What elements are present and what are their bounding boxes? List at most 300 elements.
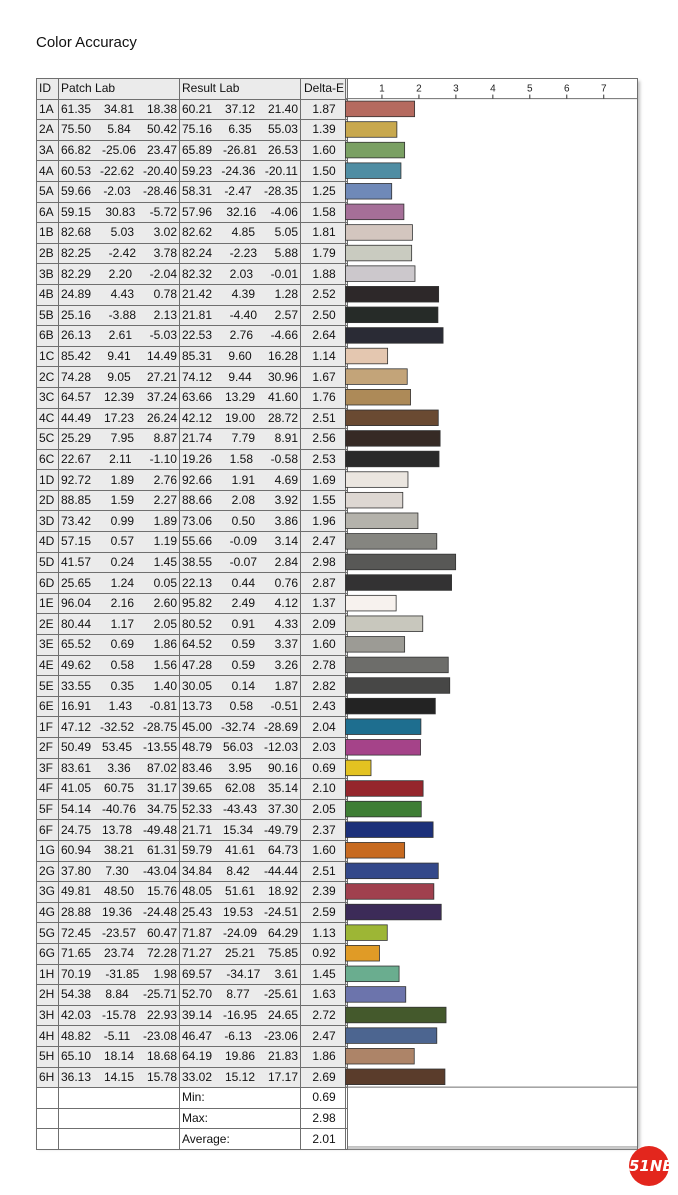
patch-id: 5D [37, 552, 59, 573]
patch-lab-b: 14.49 [146, 349, 177, 364]
color-accuracy-chart [36, 78, 638, 1146]
patch-id: 4C [37, 408, 59, 429]
patch-lab-b: -23.08 [142, 1028, 177, 1043]
patch-lab [59, 326, 180, 347]
patch-lab-a: 9.05 [107, 369, 131, 384]
patch-lab [59, 820, 180, 841]
patch-lab-L: 16.91 [61, 699, 92, 714]
result-lab [180, 593, 301, 614]
patch-lab-b: 1.19 [153, 534, 177, 549]
patch-lab-b: 61.31 [146, 843, 177, 858]
patch-lab-L: 42.03 [61, 1008, 92, 1023]
delta-e-value: 1.69 [301, 470, 348, 491]
patch-lab [59, 573, 180, 594]
delta-e-value: 2.04 [301, 717, 348, 738]
result-lab-b: 3.61 [274, 966, 298, 981]
patch-id: 1A [37, 99, 59, 120]
patch-id: 2D [37, 490, 59, 511]
header-id: ID [37, 79, 59, 100]
result-lab-a: -4.40 [229, 307, 258, 322]
table-row [37, 1005, 348, 1026]
delta-e-bar [346, 760, 372, 776]
delta-e-bar [346, 863, 439, 879]
patch-lab-b: -0.81 [149, 699, 177, 714]
patch-lab-a: 5.84 [107, 122, 131, 137]
patch-lab-a: 34.81 [103, 101, 135, 116]
table-row [37, 429, 348, 450]
patch-lab-b: 72.28 [146, 946, 177, 961]
delta-e-bar [346, 781, 424, 797]
patch-lab-L: 28.88 [61, 905, 92, 920]
patch-lab [59, 943, 180, 964]
table-row [37, 820, 348, 841]
table-row [37, 676, 348, 697]
patch-lab-b: -28.75 [142, 719, 177, 734]
delta-e-value: 2.59 [301, 902, 348, 923]
delta-e-bar [346, 431, 441, 447]
result-lab-b: 18.92 [267, 884, 298, 899]
patch-lab-L: 44.49 [61, 410, 92, 425]
result-lab-L: 92.66 [182, 472, 213, 487]
patch-lab-b: 1.56 [153, 657, 177, 672]
patch-id: 6G [37, 943, 59, 964]
result-lab-L: 21.81 [182, 307, 213, 322]
result-lab-b: 16.28 [267, 349, 298, 364]
result-lab [180, 840, 301, 861]
result-lab [180, 696, 301, 717]
axis-tick-label: 7 [600, 83, 607, 95]
patch-lab [59, 964, 180, 985]
result-lab-b: 2.57 [274, 307, 298, 322]
result-lab-L: 65.89 [182, 143, 213, 158]
result-lab-L: 48.05 [182, 884, 213, 899]
result-lab-b: 3.37 [274, 637, 298, 652]
patch-lab-a: 19.36 [101, 905, 133, 920]
summary-label: Min: [180, 1088, 301, 1109]
axis-tick-label: 1 [379, 83, 385, 95]
patch-lab-L: 25.65 [61, 575, 92, 590]
delta-e-value: 2.39 [301, 882, 348, 903]
result-lab-L: 57.96 [182, 204, 213, 219]
patch-id: 6B [37, 326, 59, 347]
patch-lab [59, 470, 180, 491]
patch-lab-a: 17.23 [103, 410, 135, 425]
patch-lab-L: 37.80 [61, 863, 92, 878]
delta-e-bar [346, 554, 456, 570]
patch-lab-L: 66.82 [61, 143, 92, 158]
table-row [37, 326, 348, 347]
patch-lab-b: 31.17 [146, 781, 177, 796]
delta-e-value: 2.03 [301, 738, 348, 759]
result-lab-L: 34.84 [182, 863, 213, 878]
delta-e-value: 2.51 [301, 408, 348, 429]
patch-lab-a: 4.43 [110, 287, 135, 302]
patch-id: 4B [37, 284, 59, 305]
header-result-lab: Result Lab [180, 79, 301, 100]
result-lab-b: 1.28 [274, 287, 298, 302]
table-row [37, 1067, 348, 1088]
result-lab-b: -49.79 [263, 822, 298, 837]
table-row [37, 861, 348, 882]
patch-lab-b: 23.47 [146, 143, 177, 158]
result-lab [180, 552, 301, 573]
result-lab-b: 75.85 [267, 946, 298, 961]
patch-id: 6C [37, 449, 59, 470]
patch-lab [59, 779, 180, 800]
patch-lab-b: -13.55 [142, 740, 177, 755]
patch-lab-b: 2.27 [153, 493, 177, 508]
result-lab-a: 0.59 [231, 637, 256, 652]
result-lab-b: -25.61 [263, 987, 298, 1002]
header-delta-e: Delta-E [301, 79, 348, 100]
summary-blank [37, 1108, 59, 1129]
patch-lab-b: 87.02 [146, 760, 177, 775]
patch-lab-L: 82.25 [61, 246, 92, 261]
result-lab-b: 35.14 [267, 781, 298, 796]
patch-id: 1C [37, 346, 59, 367]
delta-e-bar [346, 348, 388, 364]
result-lab-L: 42.12 [182, 410, 213, 425]
result-lab [180, 367, 301, 388]
result-lab-L: 64.19 [182, 1049, 213, 1064]
patch-lab-L: 41.05 [61, 781, 92, 796]
result-lab-b: 4.69 [274, 472, 298, 487]
patch-lab-b: 0.05 [153, 575, 177, 590]
patch-lab-L: 49.62 [61, 657, 92, 672]
result-lab [180, 655, 301, 676]
table-row [37, 635, 348, 656]
patch-lab-b: 0.78 [153, 287, 177, 302]
patch-id: 4A [37, 161, 59, 182]
patch-lab-a: 0.35 [110, 678, 135, 693]
result-lab-L: 63.66 [182, 390, 213, 405]
patch-id: 1H [37, 964, 59, 985]
delta-e-bar [346, 575, 452, 591]
result-lab-a: 51.61 [224, 884, 256, 899]
patch-lab-b: 34.75 [146, 802, 177, 817]
delta-e-value: 1.14 [301, 346, 348, 367]
result-lab [180, 861, 301, 882]
table-row [37, 470, 348, 491]
patch-id: 1D [37, 470, 59, 491]
result-lab-b: 8.91 [274, 431, 298, 446]
result-lab-a: 9.60 [228, 349, 252, 364]
table-row [37, 593, 348, 614]
result-lab-a: -32.74 [220, 719, 256, 734]
patch-lab-a: 38.21 [103, 843, 135, 858]
result-lab-a: 2.08 [231, 493, 256, 508]
result-lab-a: 25.21 [224, 946, 256, 961]
patch-lab [59, 490, 180, 511]
patch-lab-a: -25.06 [101, 143, 137, 158]
patch-id: 2E [37, 614, 59, 635]
patch-id: 1B [37, 223, 59, 244]
result-lab-a: 2.03 [229, 266, 254, 281]
result-lab-a: 0.58 [229, 699, 254, 714]
delta-e-value: 1.87 [301, 99, 348, 120]
delta-e-value: 1.50 [301, 161, 348, 182]
patch-lab [59, 1067, 180, 1088]
delta-e-value: 2.82 [301, 676, 348, 697]
result-lab-b: 5.88 [274, 246, 298, 261]
result-lab-L: 22.53 [182, 328, 213, 343]
patch-lab-L: 57.15 [61, 534, 92, 549]
delta-e-bar-chart [345, 78, 638, 1150]
patch-lab-L: 24.89 [61, 287, 92, 302]
result-lab-L: 59.79 [182, 843, 213, 858]
delta-e-bar [346, 245, 412, 261]
patch-lab-b: -25.71 [142, 987, 177, 1002]
result-lab-a: -43.43 [222, 802, 258, 817]
patch-lab-a: 53.45 [101, 740, 133, 755]
table-row [37, 655, 348, 676]
result-lab-L: 88.66 [182, 493, 213, 508]
patch-lab-b: 2.76 [153, 472, 177, 487]
patch-lab-b: 27.21 [146, 369, 177, 384]
result-lab-a: 19.53 [222, 905, 254, 920]
delta-e-bar [346, 801, 422, 817]
result-lab-a: 8.77 [226, 987, 250, 1002]
result-lab-L: 60.21 [182, 101, 213, 116]
patch-lab-L: 54.14 [61, 802, 92, 817]
delta-e-bar [346, 987, 406, 1003]
result-lab-b: 3.86 [274, 513, 298, 528]
patch-lab-a: -22.62 [99, 163, 135, 178]
patch-lab-L: 65.52 [61, 637, 92, 652]
patch-lab-a: 5.03 [110, 225, 135, 240]
brand-logo: 51NB [629, 1146, 669, 1186]
result-lab-L: 75.16 [182, 122, 213, 137]
summary-value: 0.69 [301, 1088, 348, 1109]
patch-lab [59, 511, 180, 532]
result-lab-a: 1.91 [231, 472, 256, 487]
patch-lab-a: 0.69 [110, 637, 135, 652]
result-lab-a: -2.47 [224, 184, 252, 199]
patch-lab [59, 861, 180, 882]
patch-lab-L: 48.82 [61, 1028, 92, 1043]
delta-e-value: 2.56 [301, 429, 348, 450]
patch-lab [59, 120, 180, 141]
patch-lab-a: 12.39 [103, 390, 135, 405]
delta-e-bar [346, 740, 421, 756]
result-lab-L: 59.23 [182, 163, 213, 178]
result-lab-a: 62.08 [224, 781, 256, 796]
patch-lab-a: 1.24 [110, 575, 135, 590]
delta-e-bar [346, 492, 403, 508]
patch-lab-b: 2.05 [153, 616, 177, 631]
summary-blank [59, 1088, 180, 1109]
delta-e-bar [346, 616, 423, 632]
patch-lab-L: 24.75 [61, 822, 92, 837]
result-lab-b: 37.30 [267, 802, 298, 817]
patch-id: 3F [37, 758, 59, 779]
result-lab [180, 573, 301, 594]
patch-lab-L: 88.85 [61, 493, 92, 508]
result-lab-b: 2.84 [274, 554, 298, 569]
table-row [37, 387, 348, 408]
patch-lab-a: 48.50 [103, 884, 135, 899]
delta-e-bar [346, 225, 413, 241]
patch-id: 5F [37, 799, 59, 820]
patch-lab-a: 2.16 [110, 596, 135, 611]
result-lab-L: 21.42 [182, 287, 213, 302]
patch-lab-L: 50.49 [61, 740, 92, 755]
patch-lab-b: 26.24 [146, 410, 177, 425]
patch-id: 4D [37, 532, 59, 553]
patch-lab [59, 902, 180, 923]
delta-e-bar [346, 472, 408, 488]
delta-e-value: 2.09 [301, 614, 348, 635]
result-lab [180, 408, 301, 429]
patch-lab-b: 37.24 [146, 390, 177, 405]
result-lab-a: 6.35 [228, 122, 252, 137]
patch-lab [59, 99, 180, 120]
table-row [37, 532, 348, 553]
result-lab [180, 717, 301, 738]
table-row [37, 408, 348, 429]
result-lab [180, 985, 301, 1006]
patch-lab-a: -15.78 [101, 1008, 137, 1023]
result-lab-b: 1.87 [274, 678, 298, 693]
result-lab-a: 0.44 [231, 575, 256, 590]
delta-e-bar [346, 698, 436, 714]
delta-e-value: 1.45 [301, 964, 348, 985]
delta-e-value: 2.53 [301, 449, 348, 470]
table-row [37, 779, 348, 800]
patch-lab-b: 3.02 [153, 225, 177, 240]
result-lab-b: -12.03 [263, 740, 298, 755]
patch-id: 6A [37, 202, 59, 223]
patch-lab-a: 0.57 [110, 534, 135, 549]
result-lab [180, 326, 301, 347]
result-lab-a: 7.79 [231, 431, 256, 446]
delta-e-bar [346, 1048, 415, 1064]
result-lab-a: 9.44 [228, 369, 252, 384]
result-lab-L: 85.31 [182, 349, 213, 364]
result-lab-a: -24.36 [221, 163, 256, 178]
delta-e-value: 1.60 [301, 635, 348, 656]
delta-e-value: 1.39 [301, 120, 348, 141]
patch-lab-a: 1.59 [110, 493, 135, 508]
patch-lab-L: 85.42 [61, 349, 92, 364]
patch-lab-b: -5.03 [149, 328, 177, 343]
result-lab-a: 37.12 [224, 101, 256, 116]
table-row [37, 511, 348, 532]
delta-e-bar [346, 266, 415, 282]
delta-e-bar [346, 389, 411, 405]
result-lab-b: 3.26 [274, 657, 298, 672]
delta-e-bar [346, 945, 380, 961]
result-lab-a: -0.07 [229, 554, 258, 569]
patch-id: 3G [37, 882, 59, 903]
delta-e-bar [346, 163, 401, 179]
result-lab [180, 264, 301, 285]
patch-lab-L: 25.16 [61, 307, 92, 322]
result-lab-a: 2.76 [229, 328, 254, 343]
delta-e-bar [346, 328, 444, 344]
patch-lab-L: 25.29 [61, 431, 92, 446]
patch-lab-a: 2.11 [109, 451, 132, 466]
result-lab [180, 120, 301, 141]
result-lab-a: 19.86 [224, 1049, 256, 1064]
patch-lab-L: 49.81 [61, 884, 92, 899]
patch-lab [59, 532, 180, 553]
table-row [37, 717, 348, 738]
patch-lab-a: 13.78 [101, 822, 133, 837]
result-lab-L: 25.43 [182, 905, 213, 920]
axis-tick-label: 2 [416, 83, 422, 95]
result-lab [180, 676, 301, 697]
patch-lab [59, 387, 180, 408]
result-lab-b: 3.92 [274, 493, 298, 508]
patch-id: 5A [37, 181, 59, 202]
result-lab-a: 3.95 [228, 760, 252, 775]
patch-lab [59, 717, 180, 738]
result-lab-L: 47.28 [182, 657, 213, 672]
header-row [37, 79, 348, 100]
result-lab [180, 738, 301, 759]
patch-lab [59, 284, 180, 305]
patch-lab [59, 1046, 180, 1067]
result-lab-b: 3.14 [274, 534, 298, 549]
result-lab-a: 15.12 [224, 1069, 256, 1084]
patch-lab-a: 3.36 [107, 760, 131, 775]
result-lab [180, 779, 301, 800]
result-lab-L: 64.52 [182, 637, 213, 652]
patch-id: 2B [37, 243, 59, 264]
delta-e-bar [346, 925, 388, 941]
table-row [37, 1026, 348, 1047]
result-lab-a: 0.14 [231, 678, 256, 693]
patch-lab-b: -43.04 [142, 863, 177, 878]
result-lab-a: 4.85 [231, 225, 256, 240]
result-lab-a: -6.13 [224, 1028, 252, 1043]
delta-e-value: 2.50 [301, 305, 348, 326]
patch-lab [59, 799, 180, 820]
patch-id: 2G [37, 861, 59, 882]
result-lab [180, 635, 301, 656]
delta-e-value: 1.96 [301, 511, 348, 532]
result-lab-L: 19.26 [182, 451, 213, 466]
patch-lab [59, 738, 180, 759]
table-row [37, 840, 348, 861]
summary-value: 2.01 [301, 1129, 348, 1150]
result-lab [180, 243, 301, 264]
result-lab-b: -4.66 [270, 328, 298, 343]
delta-e-value: 1.13 [301, 923, 348, 944]
summary-blank [59, 1108, 180, 1129]
patch-lab-a: -32.52 [99, 719, 135, 734]
patch-lab-L: 74.28 [61, 369, 92, 384]
delta-e-value: 2.98 [301, 552, 348, 573]
result-lab-L: 13.73 [182, 699, 213, 714]
patch-lab-b: 2.60 [153, 596, 177, 611]
result-lab-L: 71.27 [182, 946, 213, 961]
delta-e-value: 1.63 [301, 985, 348, 1006]
table-row [37, 367, 348, 388]
axis-tick-label: 6 [563, 83, 570, 95]
patch-id: 5G [37, 923, 59, 944]
delta-e-bar [346, 204, 404, 220]
patch-lab [59, 1005, 180, 1026]
patch-lab-L: 80.44 [61, 616, 92, 631]
delta-e-bar [346, 822, 434, 838]
result-lab [180, 223, 301, 244]
summary-row [37, 1088, 348, 1109]
result-lab-L: 30.05 [182, 678, 213, 693]
patch-lab-b: 3.78 [153, 246, 177, 261]
patch-id: 1F [37, 717, 59, 738]
